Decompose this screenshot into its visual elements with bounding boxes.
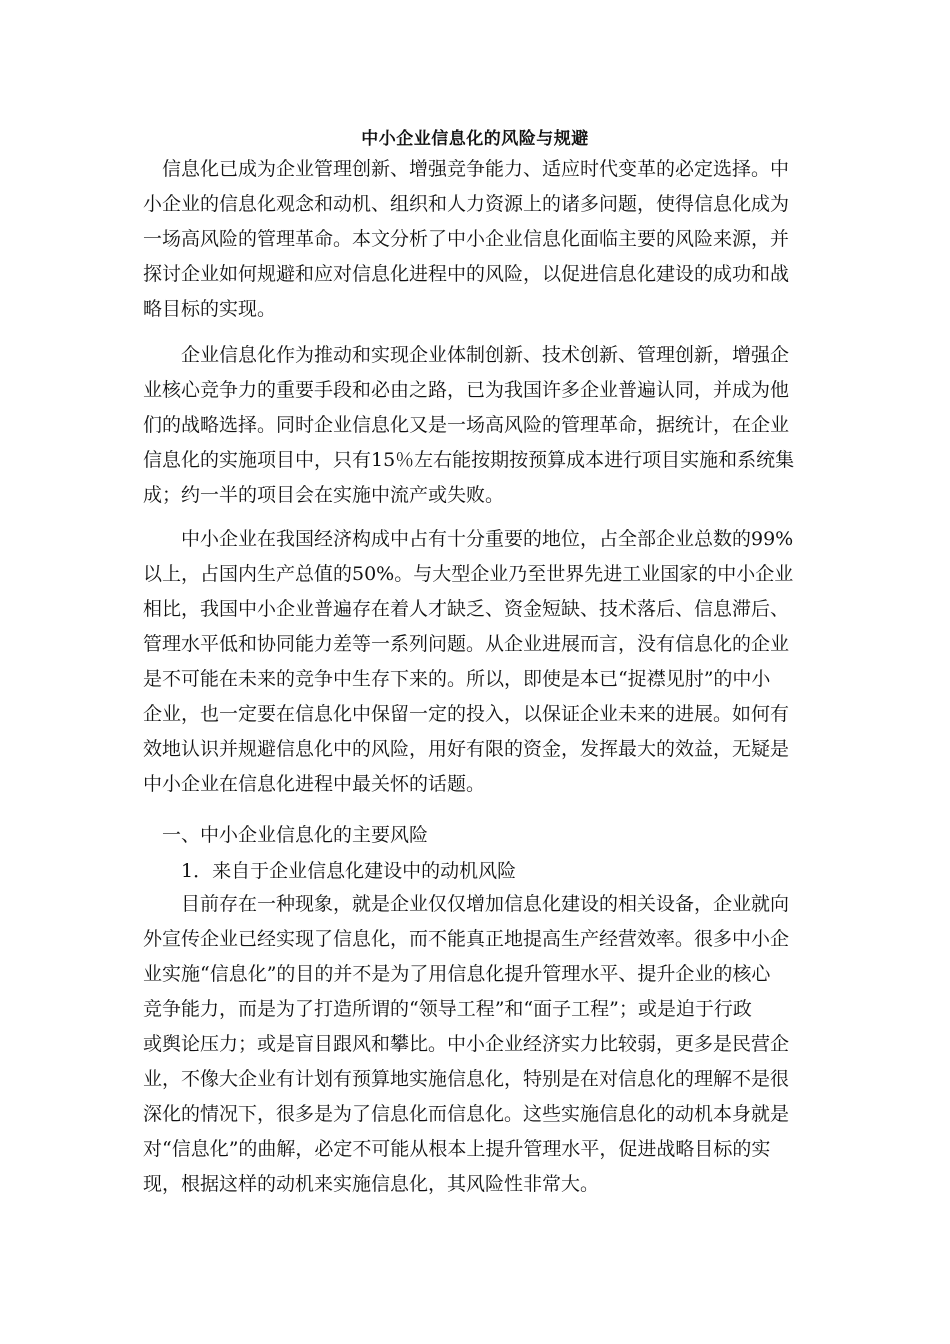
text-line: 业实施“信息化”的目的并不是为了用信息化提升管理水平、提升企业的核心 <box>143 963 771 985</box>
text-line: 一场高风险的管理革命。本文分析了中小企业信息化面临主要的风险来源，并 <box>143 228 790 250</box>
text-line: 现，根据这样的动机来实施信息化，其风险性非常大。 <box>143 1173 600 1195</box>
text-line: 深化的情况下，很多是为了信息化而信息化。这些实施信息化的动机本身就是 <box>143 1103 790 1125</box>
text-line: 小企业的信息化观念和动机、组织和人力资源上的诸多问题，使得信息化成为 <box>143 193 790 215</box>
text-line: 以上，占国内生产总值的50%。与大型企业乃至世界先进工业国家的中小企业 <box>143 563 794 585</box>
text-line: 略目标的实现。 <box>143 298 277 320</box>
section-heading: 一、中小企业信息化的主要风险 <box>162 824 429 846</box>
text-line: 对“信息化”的曲解，必定不可能从根本上提升管理水平，促进战略目标的实 <box>143 1138 771 1160</box>
body-paragraph-3 <box>143 887 805 1202</box>
text-line: 信息化已成为企业管理创新、增强竞争能力、适应时代变革的必定选择。中 <box>143 158 790 180</box>
body-paragraph-1 <box>143 338 805 513</box>
subsection-heading: 1．来自于企业信息化建设中的动机风险 <box>181 860 517 882</box>
text-line: 是不可能在未来的竞争中生存下来的。所以，即使是本已“捉襟见肘”的中小 <box>143 668 771 690</box>
text-line: 中小企业在信息化进程中最关怀的话题。 <box>143 773 486 795</box>
text-line: 竞争能力，而是为了打造所谓的“领导工程”和“面子工程”；或是迫于行政 <box>143 998 752 1020</box>
text-line: 外宣传企业已经实现了信息化，而不能真正地提高生产经营效率。很多中小企 <box>143 928 790 950</box>
text-line: 中小企业在我国经济构成中占有十分重要的地位，占全部企业总数的99% <box>143 528 794 550</box>
text-line: 探讨企业如何规避和应对信息化进程中的风险，以促进信息化建设的成功和战 <box>143 263 790 285</box>
text-line: 业，不像大企业有计划有预算地实施信息化，特别是在对信息化的理解不是很 <box>143 1068 790 1090</box>
page-title: 中小企业信息化的风险与规避 <box>361 129 589 149</box>
text-line: 相比，我国中小企业普遍存在着人才缺乏、资金短缺、技术落后、信息滞后、 <box>143 598 790 620</box>
text-line: 信息化的实施项目中，只有15％左右能按期按预算成本进行项目实施和系统集 <box>143 449 795 471</box>
body-paragraph-2 <box>143 522 805 802</box>
text-line: 企业信息化作为推动和实现企业体制创新、技术创新、管理创新，增强企 <box>143 344 790 366</box>
text-line: 或舆论压力；或是盲目跟风和攀比。中小企业经济实力比较弱，更多是民营企 <box>143 1033 790 1055</box>
text-line: 业核心竞争力的重要手段和必由之路，已为我国许多企业普遍认同，并成为他 <box>143 379 790 401</box>
text-line: 们的战略选择。同时企业信息化又是一场高风险的管理革命，据统计，在企业 <box>143 414 790 436</box>
text-line: 管理水平低和协同能力差等一系列问题。从企业进展而言，没有信息化的企业 <box>143 633 790 655</box>
text-line: 效地认识并规避信息化中的风险，用好有限的资金，发挥最大的效益，无疑是 <box>143 738 790 760</box>
text-line: 企业，也一定要在信息化中保留一定的投入，以保证企业未来的进展。如何有 <box>143 703 790 725</box>
text-line: 目前存在一种现象，就是企业仅仅增加信息化建设的相关设备，企业就向 <box>143 893 790 915</box>
text-line: 成；约一半的项目会在实施中流产或失败。 <box>143 484 505 506</box>
abstract-paragraph <box>143 152 805 327</box>
